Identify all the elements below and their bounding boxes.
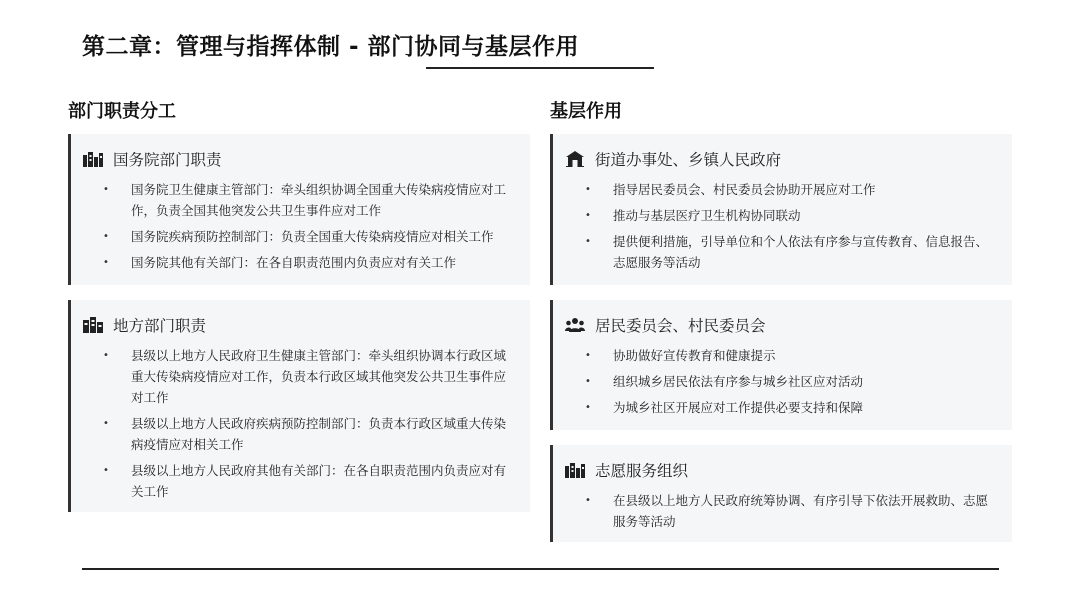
card-title: 居民委员会、村民委员会: [595, 317, 766, 335]
list-item: • 县级以上地方人民政府卫生健康主管部门：牵头组织协调本行政区域重大传染病疫情应对工作，负责本行政区域其他突发公共卫生事件应对工作: [71, 345, 530, 408]
city-icon: [83, 317, 103, 333]
item-list: [71, 345, 530, 507]
list-item: • 协助做好宣传教育和健康提示: [553, 345, 1012, 366]
page-title: 第二章：管理与指挥体制 - 部门协同与基层作用: [82, 34, 580, 60]
list-item: • 指导居民委员会、村民委员会协助开展应对工作: [553, 179, 1012, 200]
list-item: • 为城乡社区开展应对工作提供必要支持和保障: [553, 397, 1012, 418]
item-list: [71, 179, 530, 278]
buildings-icon: [83, 151, 103, 167]
list-item: • 提供便利措施，引导单位和个人依法有序参与宣传教育、信息报告、志愿服务等活动: [553, 231, 1012, 273]
item-list: [553, 179, 1012, 278]
card-residents-committee: [550, 300, 1012, 430]
item-list: [553, 345, 1012, 423]
list-item: • 国务院卫生健康主管部门：牵头组织协调全国重大传染病疫情应对工作，负责全国其他突发公共卫生事件应对工作: [71, 179, 530, 221]
card-header: [83, 148, 222, 170]
list-item: • 组织城乡居民依法有序参与城乡社区应对活动: [553, 371, 1012, 392]
card-header: [565, 314, 766, 336]
card-state-council: [68, 134, 530, 285]
card-header: [565, 148, 781, 170]
landmark-icon: [565, 151, 585, 167]
bottom-divider: [82, 568, 999, 570]
card-volunteer-organizations: [550, 445, 1012, 542]
list-item: • 县级以上地方人民政府疾病预防控制部门：负责本行政区域重大传染病疫情应对相关工作: [71, 413, 530, 455]
card-local-departments: [68, 300, 530, 512]
list-item: • 在县级以上地方人民政府统筹协调、有序引导下依法开展救助、志愿服务等活动: [553, 490, 1012, 532]
title-underline: [426, 67, 654, 69]
people-group-icon: [565, 317, 585, 333]
card-title: 地方部门职责: [113, 317, 207, 335]
card-subdistrict-office: [550, 134, 1012, 285]
list-item: • 推动与基层医疗卫生机构协同联动: [553, 205, 1012, 226]
right-column-heading: 基层作用: [550, 101, 622, 122]
card-header: [565, 459, 688, 481]
card-header: [83, 314, 206, 336]
item-list: [553, 490, 1012, 537]
buildings-icon: [565, 462, 585, 478]
list-item: • 县级以上地方人民政府其他有关部门：在各自职责范围内负责应对有关工作: [71, 460, 530, 502]
card-title: 国务院部门职责: [113, 151, 222, 169]
left-column-heading: 部门职责分工: [68, 101, 176, 122]
card-title: 街道办事处、乡镇人民政府: [595, 151, 782, 169]
card-title: 志愿服务组织: [595, 462, 689, 480]
list-item: • 国务院其他有关部门：在各自职责范围内负责应对有关工作: [71, 252, 530, 273]
list-item: • 国务院疾病预防控制部门：负责全国重大传染病疫情应对相关工作: [71, 226, 530, 247]
